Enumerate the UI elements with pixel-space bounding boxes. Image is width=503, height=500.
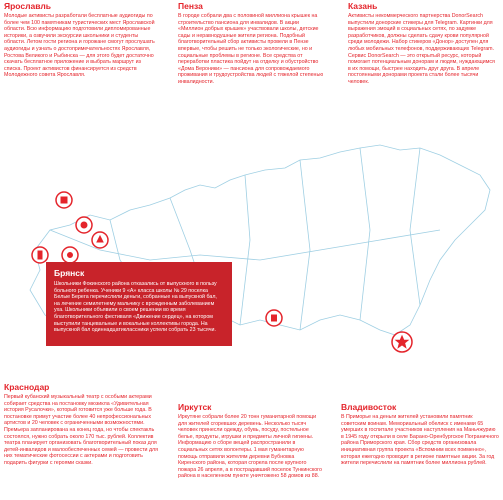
marker-krasnodar (62, 247, 78, 263)
krasnodar-title: Краснодар (4, 382, 50, 392)
yaroslavl-block (4, 1, 156, 79)
kazan-title: Казань (348, 1, 378, 11)
penza-title: Пенза (178, 1, 203, 11)
vladivostok-block (341, 402, 499, 467)
irkutsk-text: Иркутяне собрали более 20 тонн гуманитарной помощи для жителей сгоревших деревень. Несколько тысяч человек принесли одежду, обувь, посуду, постельное белье, продукты, игрушки и предметы личной гигиены. Информацию о сборе вещей распространили в социальных сетях волонтеры. 1 мая гуманитарную помощь отправили жителям деревни Бубновка Киренского района, которая сгорела после крупного пожара 26 апреля, а в пострадавший поселок Тункинского района в населенном пункте уничтожено 58 домов из 88. (178, 414, 322, 480)
yaroslavl-text: Молодые активисты разработали бесплатные аудиогиды по более чем 100 памятникам туристических мест Ярославской области. Всю информацию подготовили дипломированные историки, а озвучили экскурсии школьники и студенты области. Летом гости региона и горожане смогут прослушать аудиогиды и узнать о достопримечательностях Ярославля, Ростова Великого и Рыбинска — для этого будет достаточно скачать бесплатное приложение и выбрать маршрут из списка. Проект активистов финансируется из средств Молодежного совета Ярославля. (4, 13, 155, 79)
marker-bryansk (32, 247, 48, 263)
vladivostok-title: Владивосток (341, 402, 397, 412)
irkutsk-block (178, 402, 323, 480)
marker-irkutsk (266, 310, 282, 326)
penza-text: В городе собрали два с половиной миллиона крышек на строительство пансиона для инвалидов. В акции «Миллион добрых крышек» участвовали школы, детские сады и неравнодушные жители региона. Подобный благотворительный сбор активисты провели в Пензе впервые, чтобы решить не только экологические, но и социальные проблемы в регионе. Все средства от переработки пластика пойдут на отделку и обустройство «Дома Вероники» — пансиона для сопровождаемого проживания и трудоустройства людей с тяжелой степенью инвалидности. (178, 13, 324, 85)
bryansk-title: Брянск (54, 268, 85, 278)
penza-block (178, 1, 324, 86)
marker-penza (76, 217, 92, 233)
bryansk-popup (46, 262, 232, 346)
vladivostok-text: В Приморье на деньги жителей установили памятник советским воинам. Мемориальный обелиск с именами 65 умерших в госпитале участников наступления на Маньчжурию в 1945 году открыли в селе Барано-Оренбургское Пограничного района Приморского края. Сбор средств организовала инициативная группа проекта «Вспомним всех поименно», которая ежегодно проводит в регионе памятные акции. За год жители перечислили на памятник более миллиона рублей. (341, 414, 499, 467)
marker-vladivostok (392, 332, 412, 352)
irkutsk-title: Иркутск (178, 402, 212, 412)
yaroslavl-title: Ярославль (4, 1, 51, 11)
bryansk-text: Школьники Фокинского района отказались от выпускного в пользу больного ребенка. Ученики 9 «А» класса школы № 29 поселка Белые Берега перечислили деньги, собранные на выпускной бал, на лечение семилетнему мальчику с врожденным заболеванием уха. Школьники объявили о своем решении во время благотворительного фестиваля «Движение сердец», на котором выступили танцевальные и вокальные коллективы города. На выпускной бал одиннадцатиклассники успели собрать 23 тысячи. (54, 281, 217, 334)
marker-kazan (92, 232, 108, 248)
kazan-text: Активисты некоммерческого партнерства DonorSearch выпустили донорские стикеры для Telegram. Картинки для выражения эмоций в социальных сетях, по задумке разработчиков, должны сделать сдачу крови популярной среди молодежи. Набор стикеров «Донор» доступен для любых мобильных телефонов, поддерживающих Telegram. Сервис DonorSearch — это открытый ресурс, который помогает потенциальным донорам и людям, нуждающимся в их помощи, быстрее находить друг друга. В апреле постоянными донорами проекта стали более тысячи человек. (348, 13, 495, 85)
krasnodar-text: Первый кубанский музыкальный театр с особыми актерами собирает средства на постановку мюзикла «Удивительная история Русалочки», который готовится уже больше года. В постановке примут участие более 40 непрофессиональных артистов и 20 человек с ограниченными возможностями. Премьера запланирована на конец года, но чтобы спектакль состоялся, нужно собрать около 170 тыс. рублей. Коллектив театра планирует организовать благотворительный показ для детей-инвалидов и малообеспеченных семей — провести для них тематические фотосессии с актерами и подготовить подарить фигурки с героями сказки. (4, 394, 158, 466)
kazan-block (348, 1, 498, 86)
marker-yaroslavl (56, 192, 72, 208)
krasnodar-block (4, 382, 159, 467)
